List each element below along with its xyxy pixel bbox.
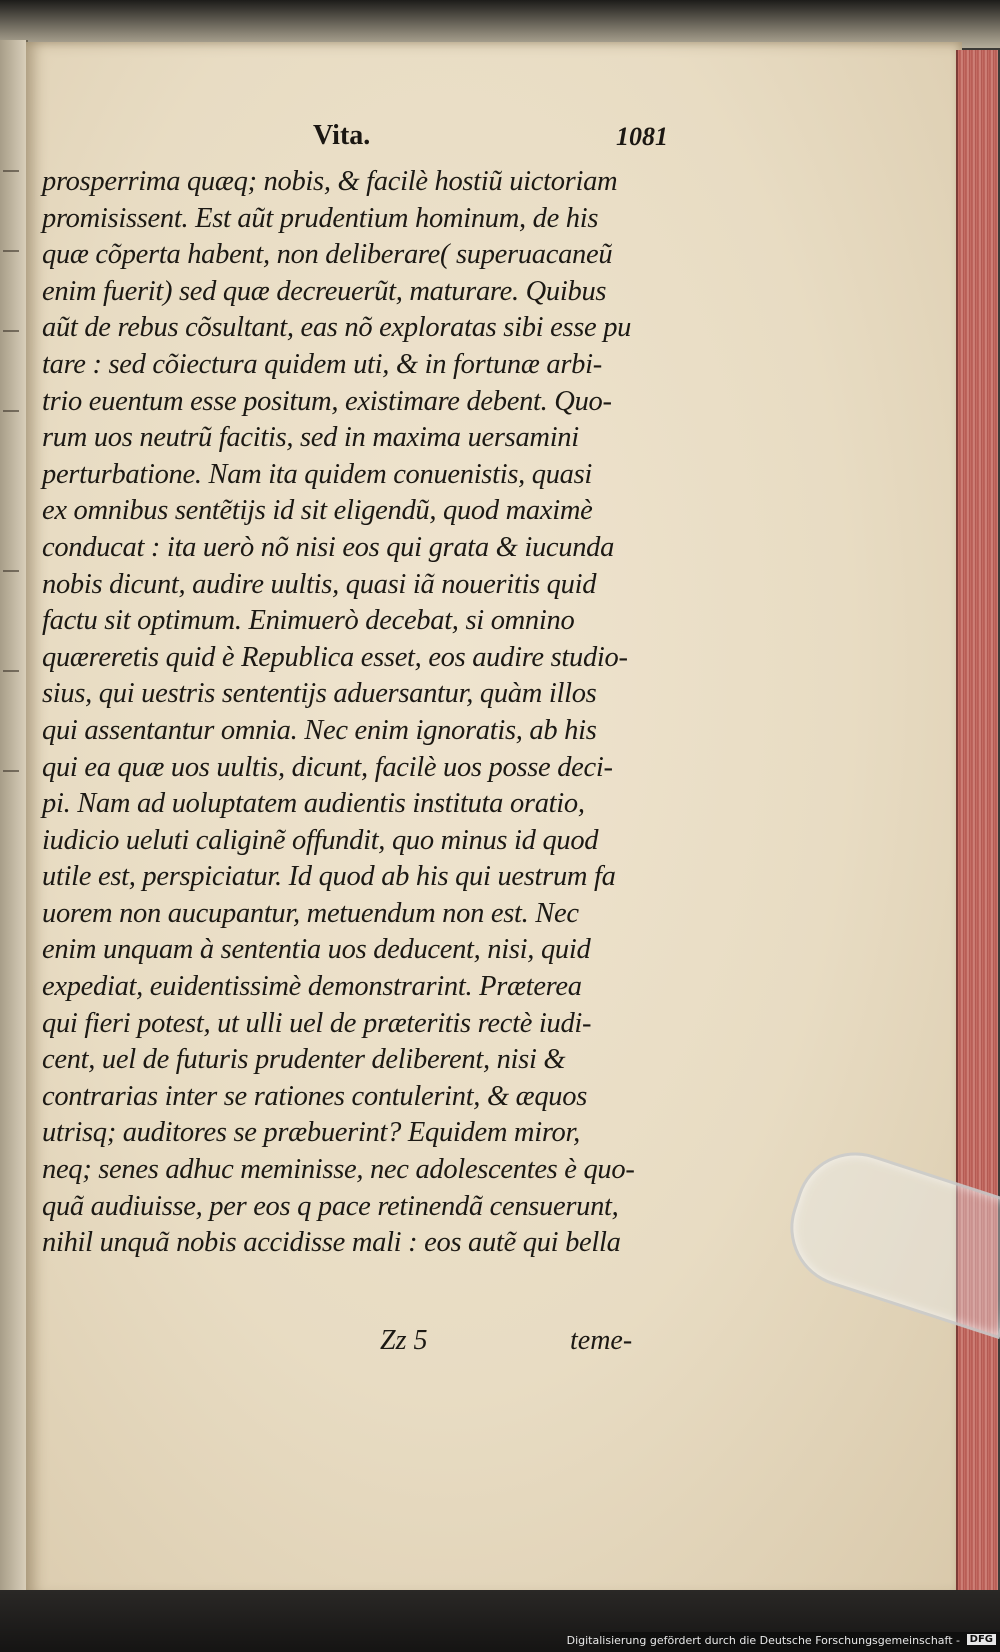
text-line: sius, qui uestris sententijs aduersantur, quàm illos [42,678,597,710]
text-line: nobis dicunt, audire uultis, quasi iã noueritis quid [42,568,597,600]
signature-line [380,1325,680,1365]
running-head [26,120,926,164]
text-line: neq; senes adhuc meminisse, nec adolescentes è quo- [42,1154,635,1186]
text-line: iudicio ueluti caliginẽ offundit, quo minus id quod [42,824,599,856]
text-line: quæ cõperta habent, non deliberare( superuacaneũ [42,239,613,271]
text-line: qui assentantur omnia. Nec enim ignoratis, ab his [42,714,597,746]
red-page-edges [956,50,998,1590]
dfg-logo: DFG [967,1634,996,1645]
signature-mark: Zz 5 [380,1325,428,1356]
body-text [42,164,682,1262]
text-line: perturbatione. Nam ita quidem conuenistis, quasi [42,458,593,490]
text-line: promisissent. Est aũt prudentium hominum, de his [42,202,599,234]
text-line: quã audiuisse, per eos q pace retinendã censuerunt, [42,1190,619,1222]
text-line: contrarias inter se rationes contulerint, & æquos [42,1080,588,1112]
text-line: pi. Nam ad uoluptatem audientis instituta oratio, [42,788,585,820]
text-line: nihil unquã nobis accidisse mali : eos autẽ qui bella [42,1227,621,1259]
text-line: qui fieri potest, ut ulli uel de præteritis rectè iudi- [42,1007,592,1039]
digitization-footer [566,1632,1000,1652]
book-top-edge [0,0,1000,48]
text-line: rum uos neutrũ facitis, sed in maxima uersamini [42,422,579,454]
catchword: teme- [570,1325,633,1356]
text-line: uorem non aucupantur, metuendum non est. Nec [42,897,579,929]
text-line: conducat : ita uerò nõ nisi eos qui grata & iucunda [42,531,615,563]
page-number: 1081 [616,122,668,151]
text-line: trio euentum esse positum, existimare debent. Quo- [42,385,612,417]
text-line: ex omnibus sentẽtijs id sit eligendũ, quod maximè [42,495,593,527]
text-line: quæreretis quid è Republica esset, eos audire studio- [42,641,628,673]
text-line: enim fuerit) sed quæ decreuerũt, maturare. Quibus [42,275,607,307]
running-head-title: Vita. [313,120,371,151]
text-line: expediat, euidentissimè demonstrarint. Præterea [42,971,582,1003]
facing-page-edge [0,40,28,1600]
text-line: utrisq; auditores se præbuerint? Equidem miror, [42,1117,580,1149]
text-line: aũt de rebus cõsultant, eas nõ exploratas sibi esse pu [42,312,632,344]
text-line: prosperrima quæq; nobis, & facilè hostiũ uictoriam [42,166,618,197]
footer-credit: Digitalisierung gefördert durch die Deutsche Forschungsgemeinschaft - [566,1634,960,1647]
text-line: tare : sed cõiectura quidem uti, & in fortunæ arbi- [42,348,602,380]
text-line: factu sit optimum. Enimuerò decebat, si omnino [42,605,575,637]
text-line: enim unquam à sententia uos deducent, nisi, quid [42,934,591,966]
text-line: utile est, perspiciatur. Id quod ab his qui uestrum fa [42,861,616,893]
text-line: qui ea quæ uos uultis, dicunt, facilè uos posse deci- [42,751,613,783]
text-line: cent, uel de futuris prudenter deliberent, nisi & [42,1044,566,1076]
